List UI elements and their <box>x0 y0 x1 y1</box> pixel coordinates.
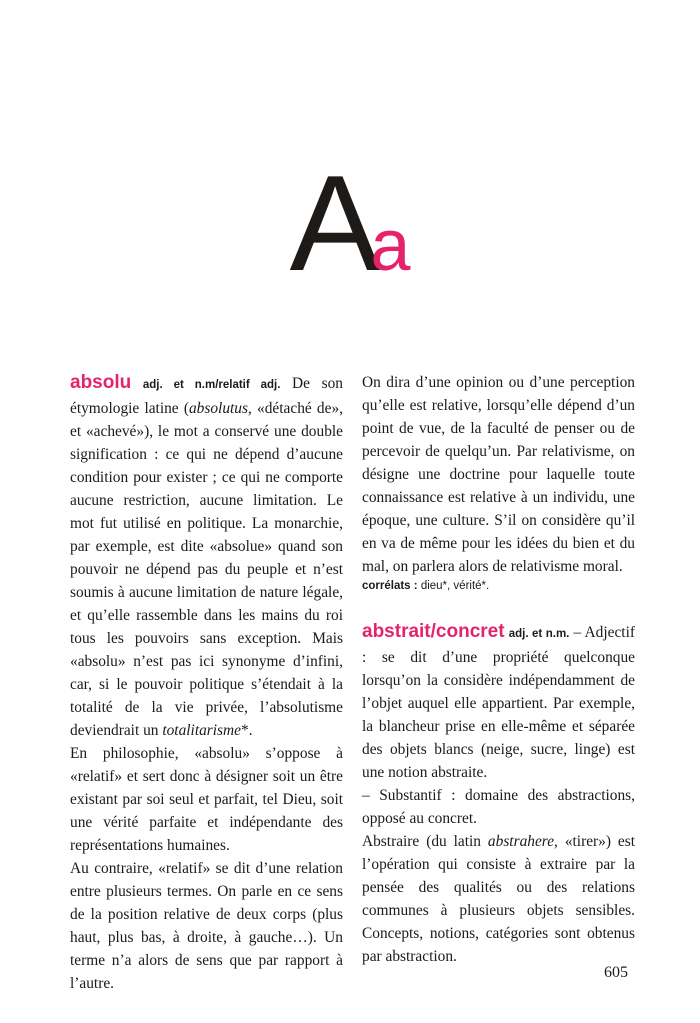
right-column <box>362 371 635 968</box>
text-run: *. <box>241 722 253 739</box>
entry-absolu-paragraph-4: On dira d’une opinion ou d’une perception qu’elle est relative, lorsqu’elle dépend d’un point de vue, de la faculté de penser ou de percevoir de quelqu’un. Par relativisme, on désigne une doctrine pour laquelle toute connaissance est relative à un individu, une époque, une culture. S’il on considère qu’il en va de même pour les idées du bien et du mal, on parlera alors de relativisme moral. <box>362 374 635 575</box>
page-number: 605 <box>604 964 628 981</box>
letter-heading <box>0 147 700 299</box>
text-run: – Adjectif : se dit d’une propriété quelconque lorsqu’on la considère indépendamment de l’objet auquel elle appartient. Par exemple, la blancheur prise en elle-même et séparée des objets blancs (neige, sucre, linge) est une notion abstraite. <box>362 624 635 781</box>
entry-part-of-speech: adj. et n.m. <box>508 628 570 640</box>
entry-abstrait-paragraph-3 <box>362 830 635 968</box>
left-column <box>70 371 343 995</box>
entry-absolu-paragraph-1 <box>70 371 343 742</box>
letter-uppercase: A <box>289 147 377 299</box>
entry-absolu-paragraph-3: Au contraire, «relatif» se dit d’une relation entre plusieurs termes. On parle en ce sens de la position relative de deux corps (plus haut, plus bas, à droite, à gauche…). Un terme n’a alors de sens que par rapport à l’autre. <box>70 860 343 992</box>
text-run: , «tirer») est l’opération qui consiste à extraire par la pensée des qualités ou des relations communes à plusieurs objets sensibles. Concepts, notions, catégories sont obtenus par abstraction. <box>362 833 635 965</box>
text-run: , «détaché de», et «achevé»), le mot a conservé une double signification : ce qui ne dépend d’aucune condition pour exister ; ce qui ne comporte aucune restriction, aucune limitation. Le mot fut utilisé en politique. La monarchie, par exemple, est dite «absolue» quand son pouvoir ne dépend pas du peuple et n’est soumis à aucune limitation de nature légale, et qu’elle rassemble dans les mains du roi tous les pouvoirs sans exception. Mais «absolu» n’est pas ici synonyme d’infini, car, si le pouvoir politique s’étendait à la totalité de la vie privée, l’absolutisme deviendrait un <box>70 400 343 739</box>
entry-abstrait-paragraph-1 <box>362 620 635 784</box>
correlats-links: dieu*, vérité*. <box>420 580 490 592</box>
text-run: De son étymologie latine ( <box>70 375 343 417</box>
text-run: Abstraire (du latin <box>362 833 488 850</box>
italic-term: abstrahere <box>487 833 555 850</box>
italic-term: absolutus <box>188 400 248 417</box>
entry-headword: absolu <box>70 372 132 393</box>
correlats-label: corrélats : <box>362 580 418 592</box>
entry-abstrait-paragraph-2: – Substantif : domaine des abstractions, opposé au concret. <box>362 787 635 827</box>
entry-separator <box>362 594 635 620</box>
letter-lowercase: a <box>370 206 411 286</box>
correlats <box>362 578 635 594</box>
entry-headword: abstrait/concret <box>362 621 505 642</box>
entry-absolu-paragraph-2: En philosophie, «absolu» s’oppose à «relatif» et sert donc à désigner soit un être existant par soi seul et parfait, tel Dieu, soit une vérité parfaite et indépendante des représentations humaines. <box>70 745 343 854</box>
italic-term: totalitarisme <box>162 722 241 739</box>
entry-part-of-speech: adj. et n.m/relatif adj. <box>142 379 281 391</box>
